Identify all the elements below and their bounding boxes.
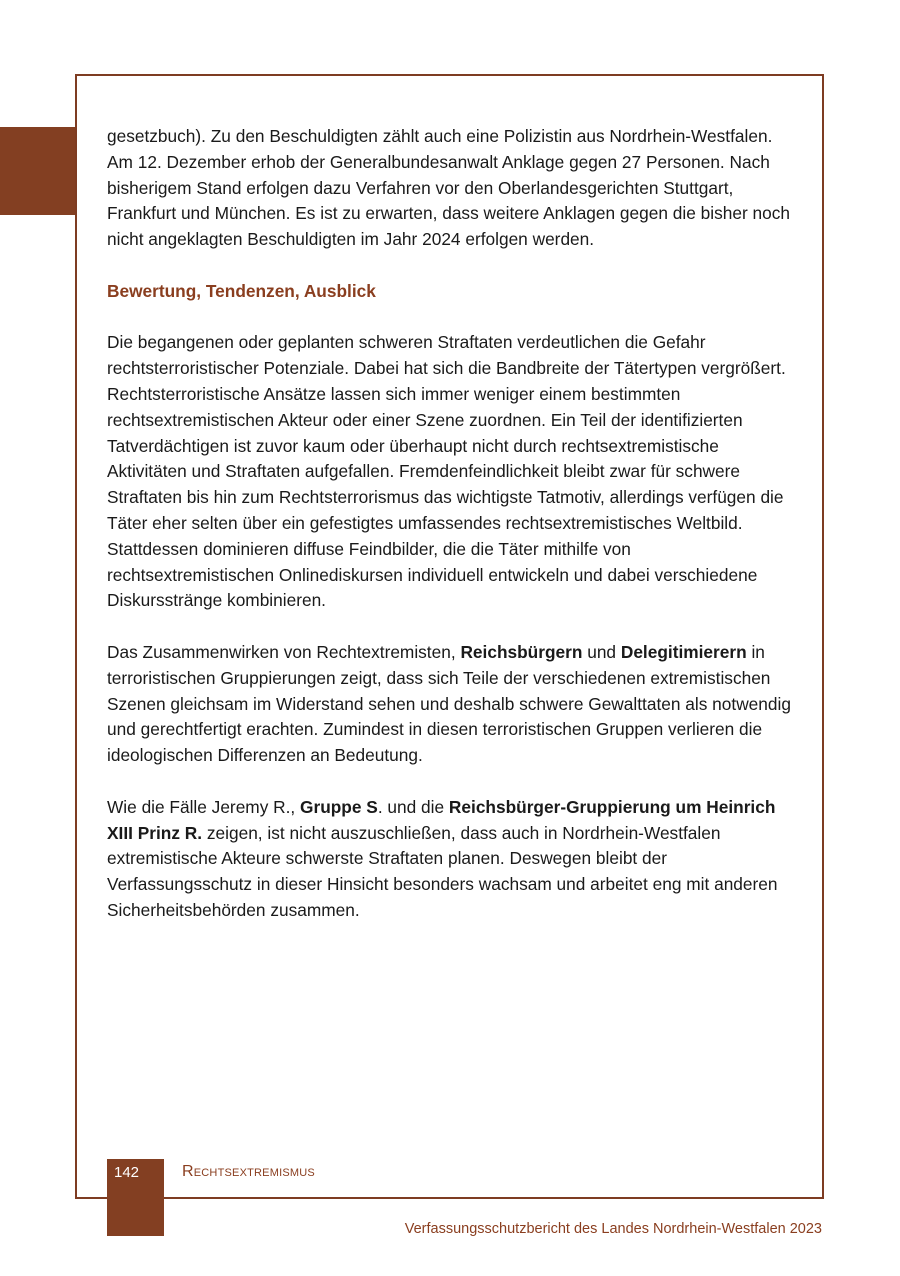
text-span: zeigen, ist nicht auszuschließen, dass auch in Nordrhein-Westfalen extremistische Akteure schwerste Straftaten planen. Deswegen bleibt der Verfassungsschutz in dieser Hinsicht besonders wachsam und arbeitet eng mit anderen Sicherheitsbehörden zusammen.	[107, 822, 778, 920]
side-tab-marker	[0, 127, 76, 215]
paragraph-cases	[107, 795, 797, 924]
paragraph-cooperation	[107, 640, 797, 769]
paragraph-assessment: Die begangenen oder geplanten schweren Straftaten verdeutlichen die Gefahr rechtsterroristischer Potenziale. Dabei hat sich die Bandbreite der Tätertypen vergrößert. Rechtsterroristische Ansätze lassen sich immer weniger einem bestimmten rechtsextremistischen Akteur oder einer Szene zuordnen. Ein Teil der identifizierten Tatverdächtigen ist zuvor kaum oder überhaupt nicht durch rechtsextremistische Aktivitäten und Straftaten aufgefallen. Fremdenfeindlichkeit bleibt zwar für schwere Straftaten bis hin zum Rechtsterrorismus das wichtigste Tatmotiv, allerdings verfügen die Täter eher selten über ein gefestigtes umfassendes rechtsextremistisches Weltbild. Stattdessen dominieren diffuse Feindbilder, die die Täter mithilfe von rechtsextremistischen Onlinediskursen individuell entwickeln und dabei verschiedene Diskursstränge kombinieren.	[107, 332, 786, 611]
page-number: 142	[114, 1164, 140, 1181]
section-heading: Bewertung, Tendenzen, Ausblick	[107, 280, 376, 301]
running-section-title: Rechtsextremismus	[182, 1163, 315, 1180]
term-reichsbuerger: Reichsbürgern	[460, 641, 583, 662]
term-gruppe-s: Gruppe S	[300, 796, 378, 817]
paragraph-intro: gesetzbuch). Zu den Beschuldigten zählt auch eine Polizistin aus Nordrhein-Westfalen. Am 12. Dezember erhob der Generalbundesanwalt Anklage gegen 27 Personen. Nach bisherigem Stand erfolgen dazu Verfahren vor den Oberlandesgerichten Stuttgart, Frankfurt und München. Es ist zu erwarten, dass weitere Anklagen gegen die bisher noch nicht angeklagten Beschuldigten im Jahr 2024 erfolgen werden.	[107, 126, 790, 250]
publication-title: Verfassungsschutzbericht des Landes Nordrhein-Westfalen 2023	[404, 1221, 822, 1237]
term-delegitimierer: Delegitimierern	[620, 641, 747, 662]
text-span: . und die	[377, 796, 449, 817]
term-reichsbuerger-gruppierung: Reichsbürger-Gruppierung um Heinrich XIII Prinz R.	[107, 796, 776, 843]
text-span: und	[582, 641, 621, 662]
main-content	[107, 124, 797, 924]
text-span: in terroristischen Gruppierungen zeigt, dass sich Teile der verschiedenen extremistischen Szenen gleichsam im Widerstand sehen und deshalb schwere Gewalttaten als notwendig und gerechtfertigt erachten. Zumindest in diesen terroristischen Gruppen verlieren die ideologischen Differenzen an Bedeutung.	[107, 641, 791, 766]
text-span: Wie die Fälle Jeremy R.,	[107, 796, 301, 817]
text-span: Das Zusammenwirken von Rechtextremisten,	[107, 641, 461, 662]
